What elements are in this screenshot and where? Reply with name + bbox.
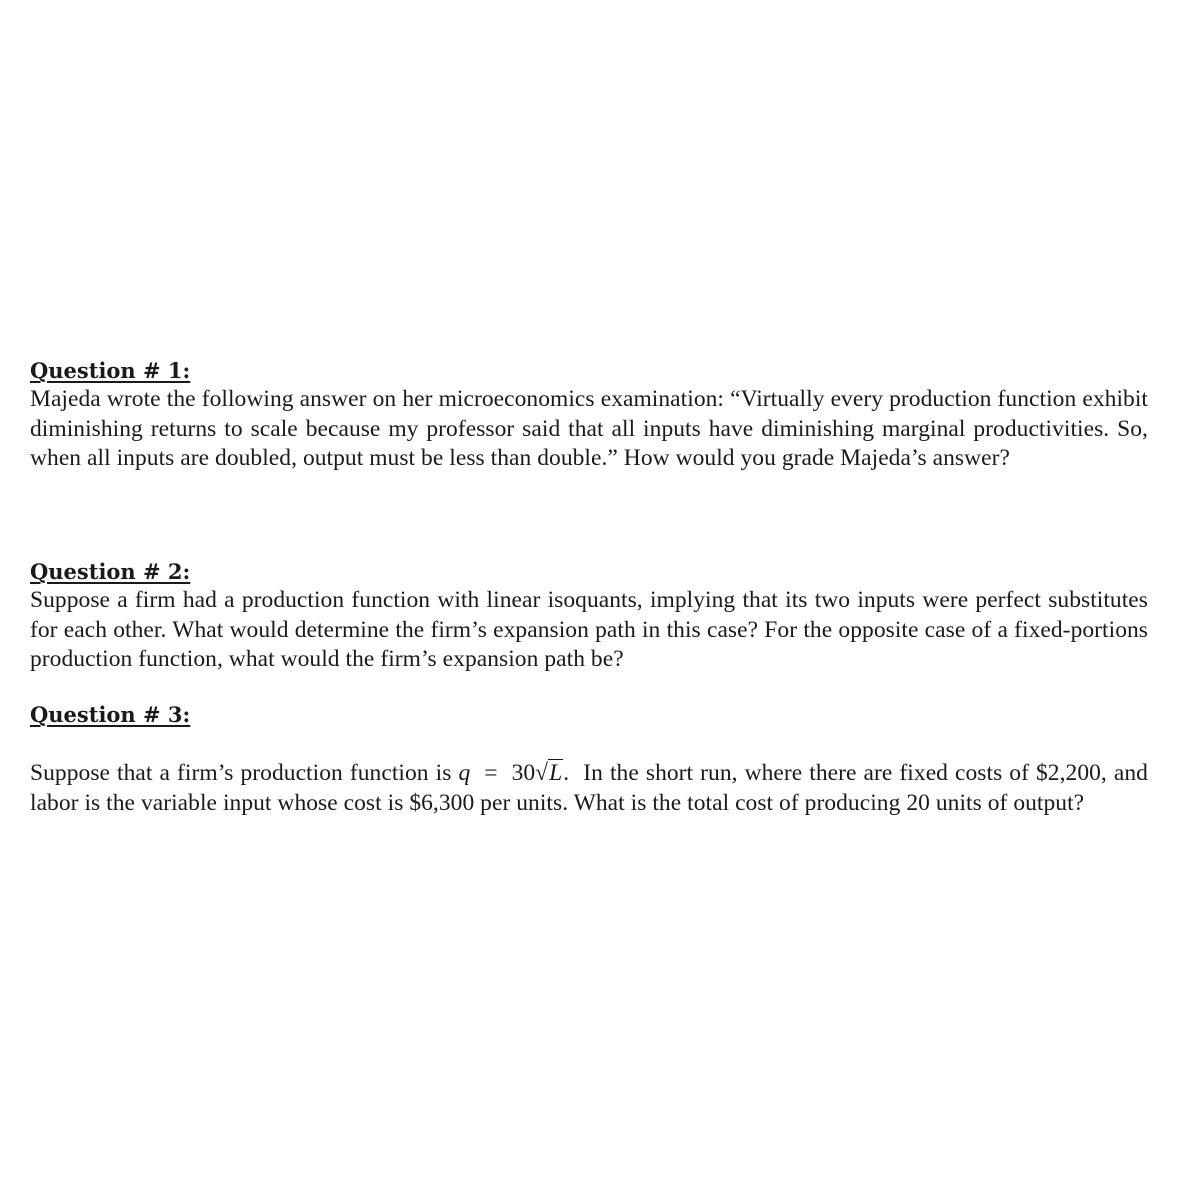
question-3-text xyxy=(30,759,1148,818)
formula-equals: = xyxy=(484,760,498,786)
question-1 xyxy=(30,356,1148,474)
question-3-text-before: Suppose that a firm’s production function is xyxy=(30,760,452,786)
formula-end: . xyxy=(563,760,570,786)
radical-sign: √ xyxy=(535,760,549,786)
question-3-text-after: In the short run, where there are fixed costs of $2,200, and labor is the variable input whose cost is $6,300 per units. What is the total cost of producing 20 units of output? xyxy=(30,760,1148,816)
question-1-heading: Question # 1: xyxy=(30,358,191,383)
formula-lhs: q xyxy=(458,760,471,786)
square-root xyxy=(535,759,563,789)
question-1-text: Majeda wrote the following answer on her microeconomics examination: “Virtually every production function exhibit diminishing returns to scale because my professor said that all inputs have diminishing marginal productivities. So, when all inputs are doubled, output must be less than double.” How would you grade Majeda’s answer? xyxy=(30,386,1148,471)
formula-radicand: L xyxy=(549,760,563,786)
question-3-heading: Question # 3: xyxy=(30,702,191,727)
question-3 xyxy=(30,759,1148,818)
question-2 xyxy=(30,557,1148,675)
question-2-heading: Question # 2: xyxy=(30,559,191,584)
production-function-formula xyxy=(458,760,569,786)
question-2-text: Suppose a firm had a production function with linear isoquants, implying that its two inputs were perfect substitutes for each other. What would determine the firm’s expansion path in this case? For the opposite case of a fixed-portions production function, what would the firm’s expansion path be? xyxy=(30,587,1148,672)
formula-coefficient: 30 xyxy=(511,760,536,786)
question-3-heading-block xyxy=(30,700,1148,729)
